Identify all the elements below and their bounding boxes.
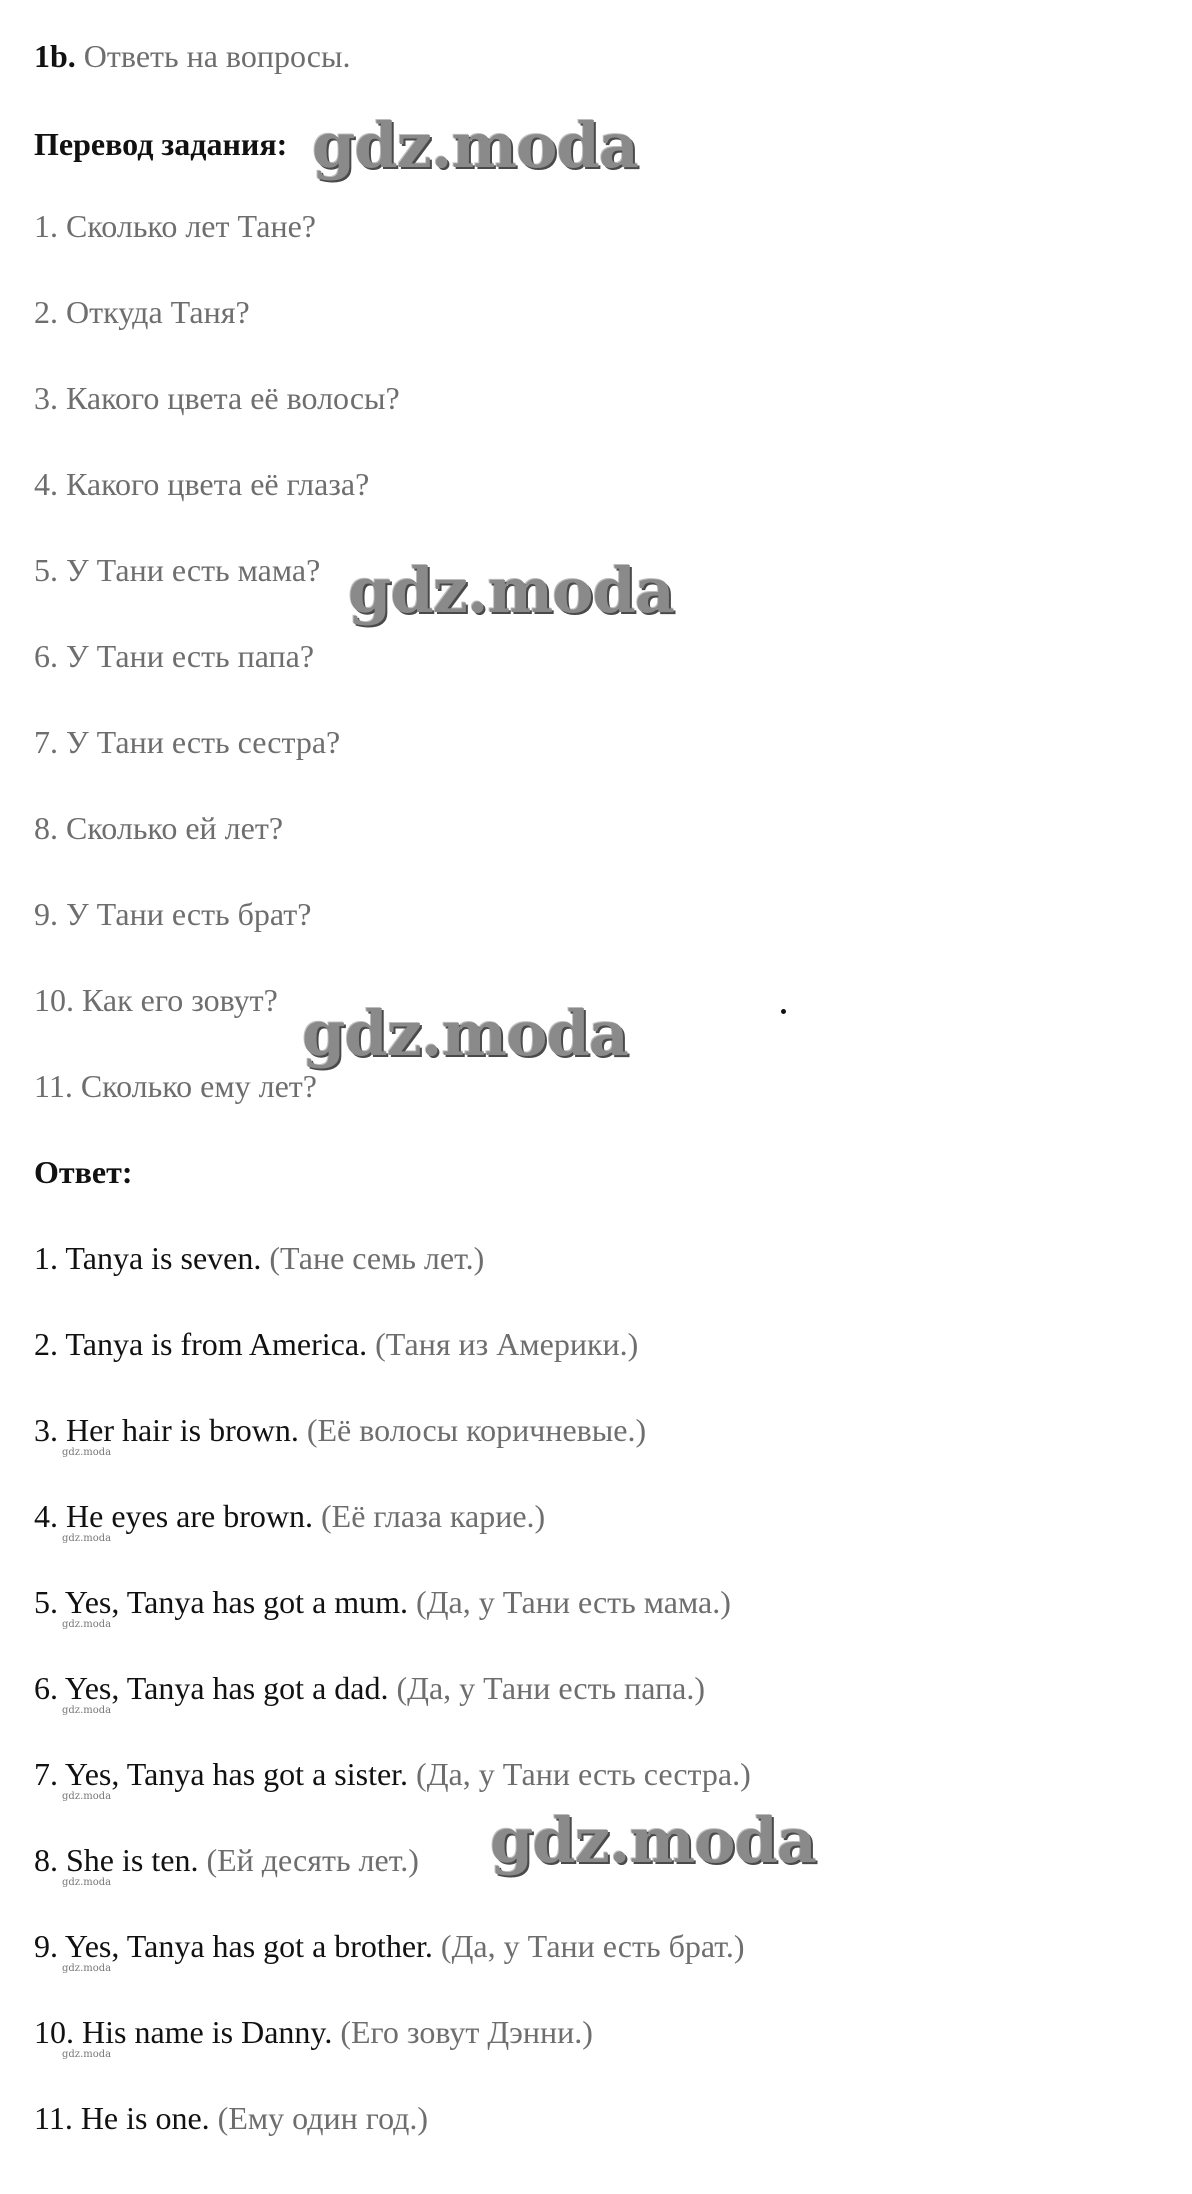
question-item: 5. У Тани есть мама? bbox=[34, 552, 321, 588]
answer-item bbox=[34, 1324, 638, 1364]
mini-watermark: gdz.moda bbox=[62, 1705, 112, 1716]
question-item: 10. Как его зовут? bbox=[34, 982, 278, 1018]
answer-item bbox=[34, 1668, 705, 1708]
question-item: 4. Какого цвета её глаза? bbox=[34, 466, 370, 502]
answer-english: 11. He is one. bbox=[34, 2100, 210, 2136]
question-item: 9. У Тани есть брат? bbox=[34, 896, 312, 932]
question-item: 7. У Тани есть сестра? bbox=[34, 724, 341, 760]
answer-english: 9. Yes, Tanya has got a brother. bbox=[34, 1928, 433, 1964]
answer-english: 1. Tanya is seven. bbox=[34, 1240, 262, 1276]
answer-english: 2. Tanya is from America. bbox=[34, 1326, 368, 1362]
answer-russian: (Тане семь лет.) bbox=[269, 1240, 485, 1276]
answer-english: 3. Her hair is brown. bbox=[34, 1412, 299, 1448]
task-instruction: Ответь на вопросы. bbox=[83, 38, 351, 74]
stray-dot bbox=[781, 1009, 786, 1014]
mini-watermark: gdz.moda bbox=[62, 2049, 112, 2060]
answer-russian: (Да, у Тани есть сестра.) bbox=[416, 1756, 751, 1792]
answer-english: 10. His name is Danny. bbox=[34, 2014, 333, 2050]
question-item: 11. Сколько ему лет? bbox=[34, 1068, 317, 1104]
answer-item bbox=[34, 1926, 744, 1966]
answer-russian: (Его зовут Дэнни.) bbox=[340, 2014, 593, 2050]
mini-watermark: gdz.moda bbox=[62, 1619, 112, 1630]
question-item: 3. Какого цвета её волосы? bbox=[34, 380, 400, 416]
watermark-logo: gdz.moda bbox=[490, 1804, 816, 1877]
answer-russian: (Да, у Тани есть мама.) bbox=[416, 1584, 731, 1620]
mini-watermark: gdz.moda bbox=[62, 1877, 112, 1888]
answer-item bbox=[34, 1840, 419, 1880]
answer-heading: Ответ: bbox=[34, 1154, 133, 1190]
answer-russian: (Её глаза карие.) bbox=[321, 1498, 546, 1534]
translation-heading: Перевод задания: bbox=[34, 126, 288, 162]
mini-watermark: gdz.moda bbox=[62, 1447, 112, 1458]
watermark-logo: gdz.moda bbox=[348, 554, 674, 627]
answer-russian: (Ей десять лет.) bbox=[206, 1842, 419, 1878]
answer-russian: (Таня из Америки.) bbox=[375, 1326, 639, 1362]
watermark-logo: gdz.moda bbox=[312, 109, 638, 182]
answer-english: 8. She is ten. bbox=[34, 1842, 199, 1878]
answer-english: 4. He eyes are brown. bbox=[34, 1498, 313, 1534]
question-item: 8. Сколько ей лет? bbox=[34, 810, 284, 846]
answer-item bbox=[34, 2012, 593, 2052]
mini-watermark: gdz.moda bbox=[62, 1533, 112, 1544]
answer-item bbox=[34, 1496, 545, 1536]
question-item: 2. Откуда Таня? bbox=[34, 294, 250, 330]
mini-watermark: gdz.moda bbox=[62, 1963, 112, 1974]
question-item: 1. Сколько лет Тане? bbox=[34, 208, 316, 244]
watermark-logo: gdz.moda bbox=[302, 997, 628, 1070]
answer-russian: (Да, у Тани есть папа.) bbox=[396, 1670, 706, 1706]
answer-item bbox=[34, 2098, 428, 2138]
answer-russian: (Её волосы коричневые.) bbox=[306, 1412, 647, 1448]
answer-russian: (Да, у Тани есть брат.) bbox=[440, 1928, 745, 1964]
task-number: 1b. bbox=[34, 38, 76, 74]
question-item: 6. У Тани есть папа? bbox=[34, 638, 315, 674]
answer-english: 6. Yes, Tanya has got a dad. bbox=[34, 1670, 389, 1706]
mini-watermark: gdz.moda bbox=[62, 1791, 112, 1802]
answer-russian: (Ему один год.) bbox=[217, 2100, 429, 2136]
answer-item bbox=[34, 1754, 751, 1794]
answer-english: 5. Yes, Tanya has got a mum. bbox=[34, 1584, 409, 1620]
answer-item bbox=[34, 1238, 484, 1278]
answer-english: 7. Yes, Tanya has got a sister. bbox=[34, 1756, 409, 1792]
answer-item bbox=[34, 1410, 646, 1450]
task-header bbox=[34, 36, 350, 76]
answer-item bbox=[34, 1582, 731, 1622]
